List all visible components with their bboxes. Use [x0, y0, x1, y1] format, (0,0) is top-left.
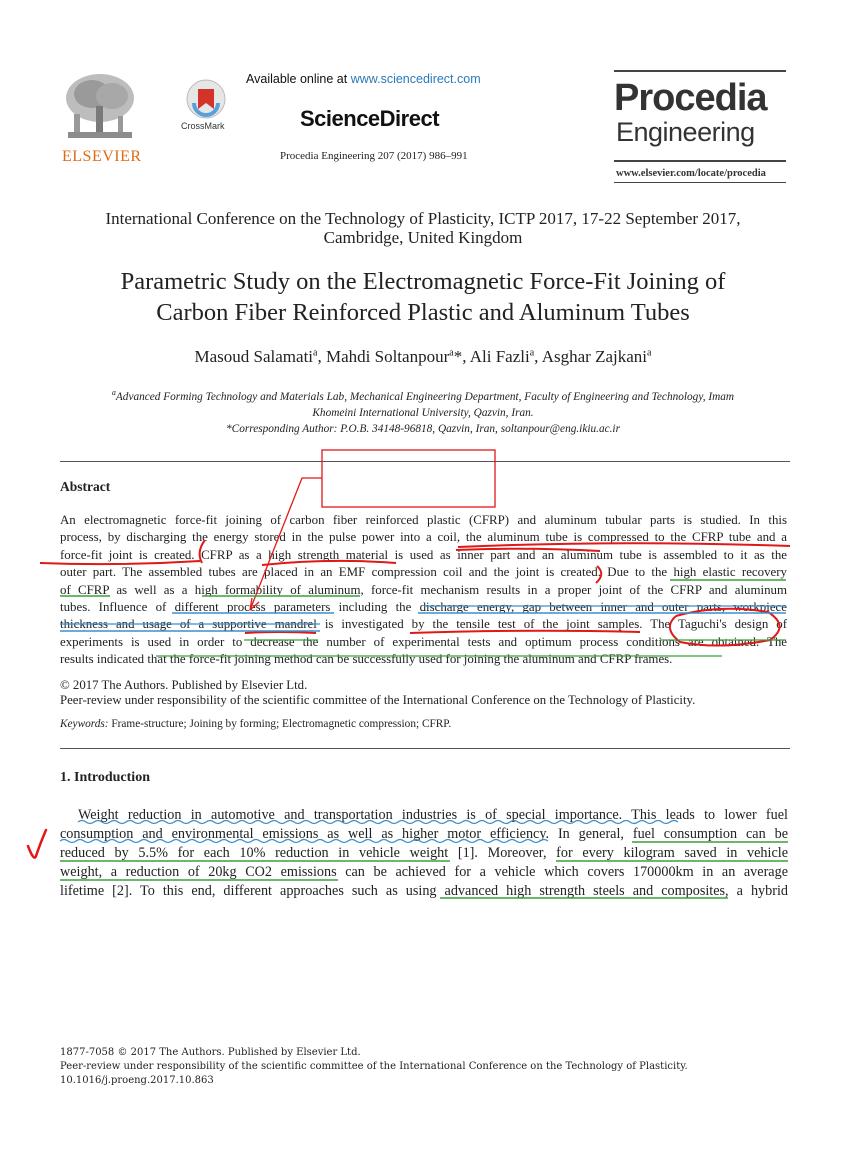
annotation-red-underline	[262, 561, 396, 565]
available-prefix: Available online at	[246, 72, 348, 86]
journal-citation: Procedia Engineering 207 (2017) 986–991	[280, 150, 468, 162]
intro-line: consumption and environmental emissions as well as higher motor efficiency. In general, fuel consumption can be	[60, 825, 788, 842]
intro-line: Weight reduction in automotive and transportation industries is of special importance. This leads to lower fuel	[78, 807, 788, 823]
abstract-line: force-fit joint is created. CFRP as a high strength material is used as inner part and an aluminum tube is assembled to it as the	[60, 547, 787, 562]
annotation-red-underline	[40, 561, 200, 564]
affiliation-line-2: Khomeini International University, Qazvin, Iran.	[312, 406, 534, 419]
sciencedirect-link[interactable]: www.sciencedirect.com	[350, 72, 481, 86]
crossmark-label: CrossMark	[181, 121, 225, 131]
procedia-url[interactable]: www.elsevier.com/locate/procedia	[616, 168, 766, 179]
footer-peer-review: Peer-review under responsibility of the scientific committee of the International Conference on the Technology of Plasticity.	[60, 1061, 688, 1072]
annotation-red-underline	[245, 632, 316, 633]
conference-line-2: Cambridge, United Kingdom	[323, 228, 523, 247]
intro-line: lifetime [2]. To this end, different approaches such as using advanced high strength steels and composites, a hybrid	[60, 882, 788, 899]
corresponding-author: *Corresponding Author: P.O.B. 34148-96818, Qazvin, Iran, soltanpour@eng.ikiu.ac.ir	[226, 422, 620, 435]
abstract-line: of CFRP as well as a high formability of aluminum, force-fit mechanism results in a proper joint of the CFRP and aluminum	[60, 582, 787, 597]
abstract-heading: Abstract	[60, 479, 111, 494]
annotation-callout-box	[322, 450, 495, 507]
keywords-text: Frame-structure; Joining by forming; Electromagnetic compression; CFRP.	[108, 718, 452, 730]
abstract-line: outer part. The assembled tubes are placed in an EMF compression coil and the joint is created. Due to the high elastic recovery	[60, 565, 787, 580]
conference-line-1: International Conference on the Technology of Plasticity, ICTP 2017, 17-22 September 2017,	[105, 209, 741, 228]
annotation-red-underline	[458, 543, 790, 547]
procedia-logo-subtitle: Engineering	[616, 117, 755, 147]
affiliation-line-1: $^a$Advanced Forming Technology and Materials Lab, Mechanical Engineering Department, Faculty of Engineering and Technology, Imam	[111, 388, 735, 403]
abstract-line: process, by discharging the energy stored in the pulse power into a coil, the aluminum tube is compressed to the CFRP tube and a	[60, 530, 787, 545]
abstract-line: An electromagnetic force-fit joining of carbon fiber reinforced plastic (CFRP) and aluminum tubular parts is studied. In this	[60, 513, 787, 527]
author: Masoud Salamati$^a$,	[194, 347, 326, 366]
footer-issn: 1877-7058 © 2017 The Authors. Published by Elsevier Ltd.	[60, 1047, 361, 1058]
abstract-line: experiments is used in order to decrease the number of experimental tests and optimum process conditions are obtained. The	[60, 634, 787, 649]
title-line-2: Carbon Fiber Reinforced Plastic and Aluminum Tubes	[156, 299, 690, 326]
sciencedirect-logo: ScienceDirect	[300, 106, 440, 131]
author: Ali Fazli$^a$,	[469, 347, 542, 366]
abstract-line: tubes. Influence of different process parameters including the discharge energy, gap between inner and outer parts, workpiece	[60, 600, 787, 615]
procedia-logo-title: Procedia	[614, 77, 767, 119]
annotation-red-bracket	[596, 566, 601, 583]
abstract-line: thickness and usage of a supportive mandrel is investigated by the tensile test of the joint samples. The Taguchi's design of	[60, 617, 787, 632]
keywords-label: Keywords:	[60, 718, 109, 730]
annotation-arrow	[250, 478, 322, 610]
title-line-1: Parametric Study on the Electromagnetic Force-Fit Joining of	[120, 268, 726, 295]
intro-line: weight, a reduction of 20kg CO2 emissions can be achieved for a vehicle which covers 170000km in an average	[60, 863, 788, 880]
introduction-heading: 1. Introduction	[60, 770, 150, 785]
annotation-blue-wavy	[78, 821, 678, 824]
abstract-peer-review: Peer-review under responsibility of the scientific committee of the International Conference on the Technology of Plasticity.	[60, 693, 696, 707]
annotation-red-underline	[456, 549, 600, 551]
annotation-check-mark-icon	[28, 830, 46, 858]
elsevier-logo-text: ELSEVIER	[62, 148, 142, 165]
intro-line: reduced by 5.5% for each 10% reduction in vehicle weight [1]. Moreover, for every kilogram saved in vehicle	[60, 844, 788, 861]
annotation-blue-wavy	[60, 840, 548, 843]
author: Asghar Zajkani$^a$	[541, 347, 652, 366]
annotation-red-underline	[410, 631, 640, 633]
abstract-copyright: © 2017 The Authors. Published by Elsevier Ltd.	[60, 678, 308, 692]
footer-doi[interactable]: 10.1016/j.proeng.2017.10.863	[60, 1075, 214, 1086]
abstract-last-line: results indicated that the force-fit joining method can be successfully used for joining the aluminum and CFRP frames.	[60, 652, 673, 667]
annotation-red-bracket	[200, 540, 205, 563]
author: Mahdi Soltanpour$^a$*,	[325, 347, 470, 366]
